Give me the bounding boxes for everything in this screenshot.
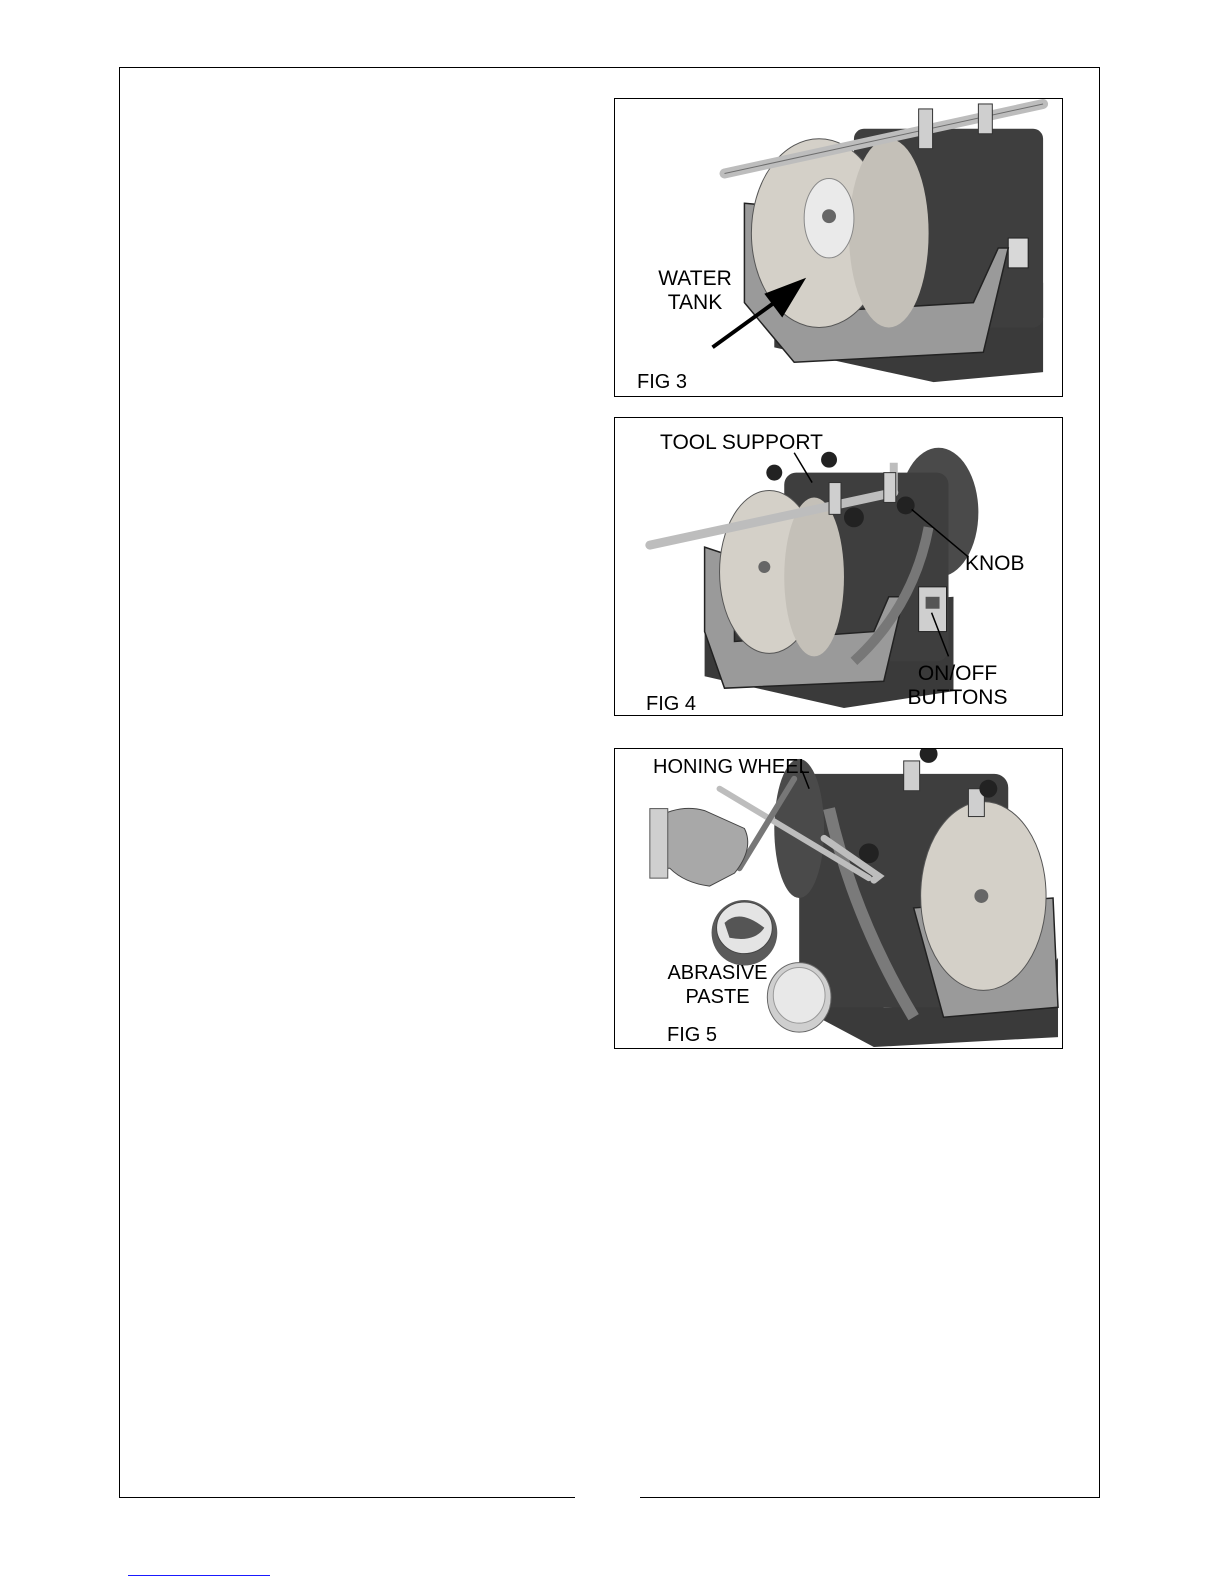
figure-4 xyxy=(614,417,1063,716)
label-honing-wheel: HONING WHEEL xyxy=(653,756,810,778)
fig3-caption: FIG 3 xyxy=(637,371,688,393)
hand xyxy=(655,808,748,886)
on-off-switch xyxy=(919,587,947,632)
figure-3 xyxy=(614,98,1063,397)
figure-5 xyxy=(614,748,1063,1049)
page-border-bottom-left xyxy=(119,1497,575,1498)
fig5-caption: FIG 5 xyxy=(667,1024,718,1046)
label-water-tank: WATER TANK xyxy=(658,267,732,314)
label-on-off-buttons: ON/OFF BUTTONS xyxy=(907,662,1008,709)
fig4-caption: FIG 4 xyxy=(646,693,697,715)
knob xyxy=(844,507,864,527)
bottom-link-underline xyxy=(128,1575,270,1576)
label-abrasive-paste: ABRASIVE PASTE xyxy=(667,962,768,1008)
grinder-photo-fig3 xyxy=(615,99,1062,396)
label-knob: KNOB xyxy=(965,552,1025,575)
label-tool-support: TOOL SUPPORT xyxy=(660,431,823,454)
page-border-bottom-right xyxy=(640,1497,1100,1498)
